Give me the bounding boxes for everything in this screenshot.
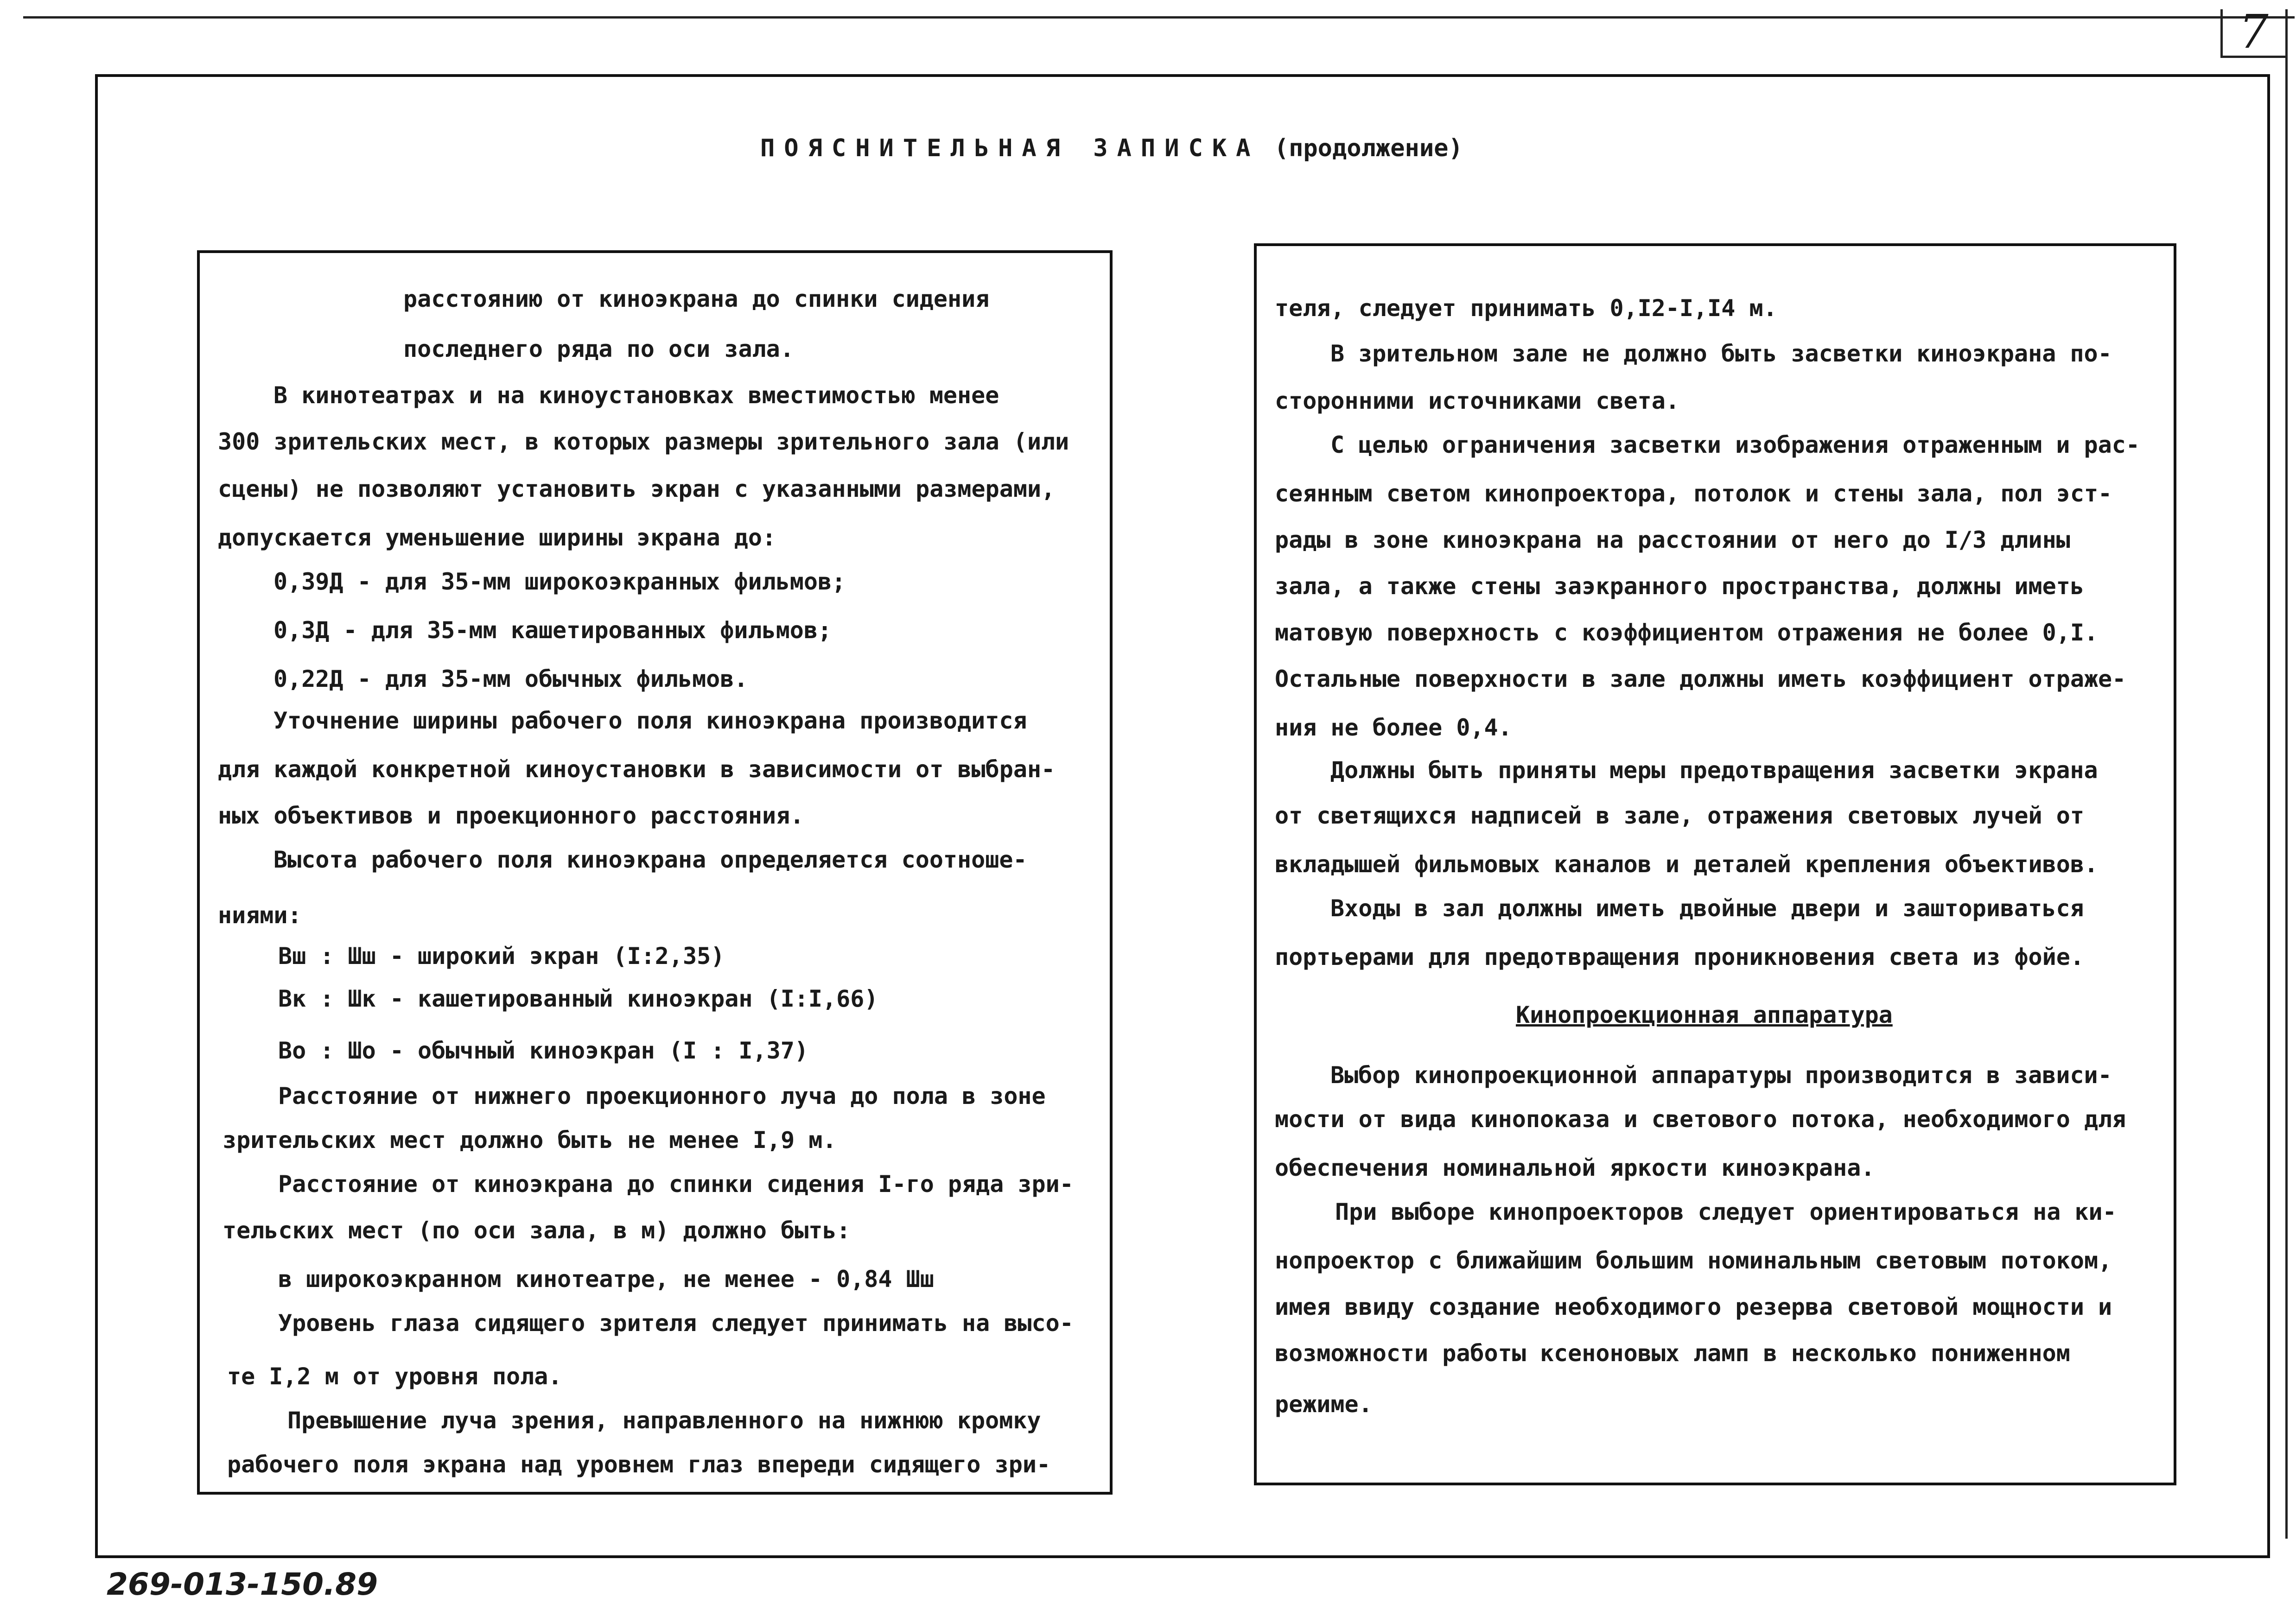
- right-line-4: С целью ограничения засветки изображения отраженным и рас-: [1330, 431, 2140, 458]
- left-line-1: расстоянию от киноэкрана до спинки сидения: [403, 285, 990, 312]
- drawing-code: 269-013-150.89: [107, 1566, 378, 1602]
- right-line-24: режиме.: [1275, 1391, 1373, 1418]
- left-line-20: Расстояние от киноэкрана до спинки сидения I-го ряда зри-: [278, 1171, 1074, 1198]
- left-line-12: ных объективов и проекционного расстояния.: [218, 802, 804, 829]
- right-line-6: рады в зоне киноэкрана на расстоянии от него до I/3 длины: [1275, 526, 2070, 553]
- left-line-2: последнего ряда по оси зала.: [403, 336, 794, 362]
- left-line-26: рабочего поля экрана над уровнем глаз впереди сидящего зри-: [227, 1451, 1051, 1478]
- left-line-3: В кинотеатрах и на киноустановках вместимостью менее: [273, 382, 999, 409]
- right-line-1: теля, следует принимать 0,I2-I,I4 м.: [1275, 295, 1777, 322]
- page-title-suffix: (продолжение): [1274, 134, 1463, 162]
- right-line-10: ния не более 0,4.: [1275, 714, 1512, 741]
- top-border-line: [23, 16, 2295, 19]
- right-line-19: обеспечения номинальной яркости киноэкрана.: [1275, 1154, 1875, 1181]
- left-line-7: 0,39Д - для 35-мм широкоэкранных фильмов;: [273, 568, 846, 595]
- right-line-5: сеянным светом кинопроектора, потолок и стены зала, пол эст-: [1275, 480, 2112, 507]
- sheet-number: 7: [2239, 5, 2269, 59]
- right-line-11: Должны быть приняты меры предотвращения засветки экрана: [1330, 757, 2098, 784]
- right-line-8: матовую поверхность с коэффициентом отражения не более 0,I.: [1275, 619, 2099, 646]
- left-line-21: тельских мест (по оси зала, в м) должно быть:: [223, 1217, 851, 1244]
- left-line-23: Уровень глаза сидящего зрителя следует принимать на высо-: [278, 1310, 1074, 1337]
- left-line-11: для каждой конкретной киноустановки в зависимости от выбран-: [218, 756, 1056, 783]
- right-line-23: возможности работы ксеноновых ламп в несколько пониженном: [1275, 1340, 2070, 1367]
- left-line-6: допускается уменьшение ширины экрана до:: [218, 524, 776, 551]
- right-line-21: нопроектор с ближайшим большим номинальным световым потоком,: [1275, 1247, 2112, 1274]
- right-line-7: зала, а также стены заэкранного пространства, должны иметь: [1275, 573, 2084, 600]
- right-line-18: мости от вида кинопоказа и светового потока, необходимого для: [1275, 1106, 2126, 1133]
- right-line-2: В зрительном зале не должно быть засветки киноэкрана по-: [1330, 340, 2112, 367]
- left-line-17: Во : Шо - обычный киноэкран (I : I,37): [278, 1037, 808, 1064]
- left-line-22: в широкоэкранном кинотеатре, не менее - 0,84 Шш: [278, 1266, 934, 1293]
- left-line-19: зрительских мест должно быть не менее I,9 м.: [223, 1127, 837, 1154]
- page-title: [760, 134, 1463, 162]
- left-line-24: те I,2 м от уровня пола.: [227, 1363, 562, 1390]
- right-line-14: Входы в зал должны иметь двойные двери и зашториваться: [1330, 895, 2084, 922]
- right-line-9: Остальные поверхности в зале должны иметь коэффициент отраже-: [1275, 666, 2126, 692]
- right-line-3: сторонними источниками света.: [1275, 387, 1679, 414]
- left-line-13: Высота рабочего поля киноэкрана определяется соотноше-: [273, 846, 1027, 873]
- left-line-9: 0,22Д - для 35-мм обычных фильмов.: [273, 666, 748, 692]
- left-line-18: Расстояние от нижнего проекционного луча до пола в зоне: [278, 1083, 1046, 1109]
- left-line-25: Превышение луча зрения, направленного на нижнюю кромку: [287, 1407, 1041, 1434]
- right-border-line: [2285, 9, 2288, 1539]
- right-line-13: вкладышей фильмовых каналов и деталей крепления объективов.: [1275, 851, 2099, 878]
- left-line-14: ниями:: [218, 902, 302, 929]
- right-line-22: имея ввиду создание необходимого резерва световой мощности и: [1275, 1293, 2112, 1320]
- left-line-5: сцены) не позволяют установить экран с указанными размерами,: [218, 475, 1056, 502]
- right-line-12: от светящихся надписей в зале, отражения световых лучей от: [1275, 802, 2084, 829]
- page-title-main: ПОЯСНИТЕЛЬНАЯ ЗАПИСКА: [760, 134, 1260, 162]
- left-line-15: Вш : Шш - широкий экран (I:2,35): [278, 943, 725, 970]
- right-line-17: Выбор кинопроекционной аппаратуры производится в зависи-: [1330, 1062, 2112, 1089]
- left-line-10: Уточнение ширины рабочего поля киноэкрана производится: [273, 707, 1027, 734]
- left-line-8: 0,3Д - для 35-мм кашетированных фильмов;: [273, 617, 832, 644]
- right-line-20: При выборе кинопроекторов следует ориентироваться на ки-: [1335, 1198, 2117, 1225]
- section-heading-projection-equipment: Кинопроекционная аппаратура: [1516, 1002, 1893, 1028]
- right-line-15: портьерами для предотвращения проникновения света из фойе.: [1275, 944, 2084, 970]
- left-line-16: Вк : Шк - кашетированный киноэкран (I:I,66): [278, 985, 878, 1012]
- left-line-4: 300 зрительских мест, в которых размеры зрительного зала (или: [218, 428, 1069, 455]
